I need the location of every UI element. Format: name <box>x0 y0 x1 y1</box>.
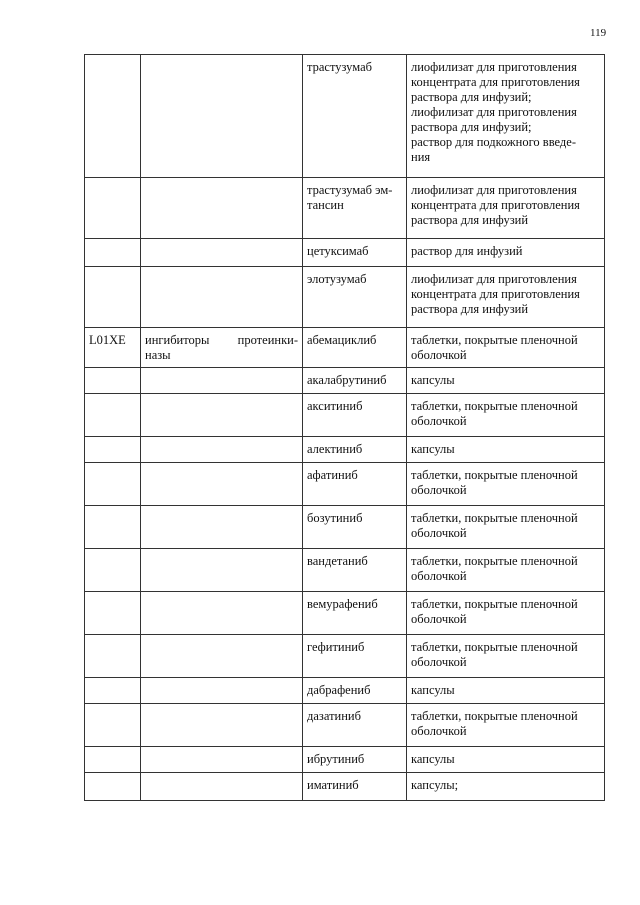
dosage-form-cell <box>407 592 605 635</box>
dosage-form-line: таблетки, покрытые пленочной <box>411 640 578 654</box>
pharmacological-group-cell <box>141 704 303 747</box>
atc-code-cell <box>85 549 141 592</box>
dosage-form-line: раствора для инфузий <box>411 302 529 316</box>
drug-name-line: абемациклиб <box>307 333 377 347</box>
table-row <box>85 239 605 267</box>
dosage-form-line: капсулы <box>411 752 455 766</box>
dosage-form-cell <box>407 178 605 239</box>
table-row <box>85 506 605 549</box>
atc-code-cell <box>85 592 141 635</box>
atc-code-cell <box>85 747 141 773</box>
drug-name-line: трастузумаб <box>307 60 373 74</box>
table-row <box>85 704 605 747</box>
table-row <box>85 267 605 328</box>
drug-name-line: трастузумаб эм- <box>307 183 393 197</box>
dosage-form-cell <box>407 368 605 394</box>
table-body <box>85 55 605 801</box>
atc-code-cell <box>85 267 141 328</box>
dosage-form-line: капсулы <box>411 683 455 697</box>
dosage-form-cell <box>407 549 605 592</box>
drug-name-cell <box>303 549 407 592</box>
table-row <box>85 437 605 463</box>
pharmacological-group-cell <box>141 506 303 549</box>
pharmacological-group-cell <box>141 267 303 328</box>
drug-name-line: алектиниб <box>307 442 363 456</box>
dosage-form-line: оболочкой <box>411 348 467 362</box>
dosage-form-cell <box>407 55 605 178</box>
dosage-form-line: раствор для подкожного введе- <box>411 135 576 149</box>
dosage-form-line: таблетки, покрытые пленочной <box>411 597 578 611</box>
pharmacological-group-cell <box>141 463 303 506</box>
table-row <box>85 549 605 592</box>
pharmacological-group-cell <box>141 747 303 773</box>
dosage-form-cell <box>407 635 605 678</box>
dosage-form-line: оболочкой <box>411 526 467 540</box>
drug-name-line: вандетаниб <box>307 554 368 568</box>
dosage-form-line: лиофилизат для приготовления <box>411 183 577 197</box>
drug-name-line: элотузумаб <box>307 272 367 286</box>
dosage-form-line: ния <box>411 150 431 164</box>
drug-name-cell <box>303 747 407 773</box>
drug-name-line: акалабрутиниб <box>307 373 387 387</box>
dosage-form-line: раствора для инфузий <box>411 213 529 227</box>
dosage-form-cell <box>407 239 605 267</box>
dosage-form-line: капсулы <box>411 373 455 387</box>
drug-name-cell <box>303 267 407 328</box>
pharmacological-group-cell <box>141 678 303 704</box>
drug-name-line: дабрафениб <box>307 683 371 697</box>
dosage-form-line: оболочкой <box>411 569 467 583</box>
drug-name-cell <box>303 55 407 178</box>
pharmacological-group-cell <box>141 178 303 239</box>
pharmacological-group-cell: ингибиторы протеинки- назы <box>141 328 303 368</box>
drug-name-cell <box>303 704 407 747</box>
pharmacological-group-cell <box>141 635 303 678</box>
dosage-form-line: таблетки, покрытые пленочной <box>411 333 578 347</box>
table-row <box>85 747 605 773</box>
atc-code-cell <box>85 394 141 437</box>
dosage-form-line: концентрата для приготовления <box>411 287 580 301</box>
dosage-form-line: лиофилизат для приготовления <box>411 105 577 119</box>
dosage-form-cell <box>407 773 605 801</box>
table-row <box>85 328 605 368</box>
dosage-form-cell <box>407 506 605 549</box>
pharmacological-group-cell <box>141 394 303 437</box>
drug-name-line: гефитиниб <box>307 640 365 654</box>
dosage-form-line: концентрата для приготовления <box>411 75 580 89</box>
drug-name-line: бозутиниб <box>307 511 363 525</box>
drug-name-cell <box>303 328 407 368</box>
drug-name-cell <box>303 506 407 549</box>
drug-name-cell <box>303 678 407 704</box>
atc-code-cell <box>85 635 141 678</box>
drug-name-cell <box>303 394 407 437</box>
dosage-form-line: раствора для инфузий; <box>411 90 532 104</box>
drug-name-line: акситиниб <box>307 399 363 413</box>
atc-code-cell <box>85 437 141 463</box>
table-row <box>85 773 605 801</box>
pharmacological-group-cell <box>141 239 303 267</box>
table-row <box>85 178 605 239</box>
dosage-form-line: таблетки, покрытые пленочной <box>411 511 578 525</box>
dosage-form-line: концентрата для приготовления <box>411 198 580 212</box>
drug-name-line: вемурафениб <box>307 597 378 611</box>
dosage-form-cell <box>407 328 605 368</box>
dosage-form-cell <box>407 437 605 463</box>
atc-code-cell <box>85 239 141 267</box>
pharmacological-group-cell <box>141 437 303 463</box>
atc-code-cell <box>85 678 141 704</box>
dosage-form-line: оболочкой <box>411 655 467 669</box>
dosage-form-line: таблетки, покрытые пленочной <box>411 399 578 413</box>
drug-name-line: ибрутиниб <box>307 752 365 766</box>
atc-code-cell <box>85 773 141 801</box>
dosage-form-line: лиофилизат для приготовления <box>411 60 577 74</box>
drug-name-line: тансин <box>307 198 344 212</box>
table-row <box>85 394 605 437</box>
pharmacological-group-cell <box>141 592 303 635</box>
drug-name-line: дазатиниб <box>307 709 361 723</box>
pharmacological-group-cell <box>141 55 303 178</box>
dosage-form-cell <box>407 394 605 437</box>
dosage-form-line: оболочкой <box>411 414 467 428</box>
drug-name-line: афатиниб <box>307 468 358 482</box>
table-row <box>85 678 605 704</box>
drug-name-cell <box>303 635 407 678</box>
dosage-form-cell <box>407 463 605 506</box>
drug-name-cell <box>303 368 407 394</box>
table-row <box>85 463 605 506</box>
dosage-form-line: лиофилизат для приготовления <box>411 272 577 286</box>
dosage-form-line: раствор для инфузий <box>411 244 523 258</box>
atc-code-cell <box>85 368 141 394</box>
drug-name-cell <box>303 239 407 267</box>
drug-name-line: иматиниб <box>307 778 359 792</box>
drug-table <box>84 54 605 801</box>
dosage-form-line: капсулы; <box>411 778 459 792</box>
drug-name-line: цетуксимаб <box>307 244 369 258</box>
drug-name-cell <box>303 773 407 801</box>
dosage-form-line: оболочкой <box>411 483 467 497</box>
drug-name-cell <box>303 592 407 635</box>
dosage-form-cell <box>407 704 605 747</box>
pharmacological-group-cell <box>141 549 303 592</box>
dosage-form-line: капсулы <box>411 442 455 456</box>
drug-name-cell <box>303 178 407 239</box>
dosage-form-line: таблетки, покрытые пленочной <box>411 709 578 723</box>
page-number: 119 <box>590 27 607 39</box>
table-row <box>85 592 605 635</box>
drug-name-cell <box>303 437 407 463</box>
dosage-form-cell <box>407 747 605 773</box>
dosage-form-line: оболочкой <box>411 612 467 626</box>
dosage-form-line: оболочкой <box>411 724 467 738</box>
dosage-form-cell <box>407 678 605 704</box>
atc-code-cell <box>85 178 141 239</box>
table-row <box>85 635 605 678</box>
atc-code-cell <box>85 55 141 178</box>
table-row <box>85 368 605 394</box>
atc-code-cell: L01XE <box>85 328 141 368</box>
pharmacological-group-cell <box>141 773 303 801</box>
pharmacological-group-cell <box>141 368 303 394</box>
dosage-form-line: таблетки, покрытые пленочной <box>411 468 578 482</box>
dosage-form-line: раствора для инфузий; <box>411 120 532 134</box>
drug-name-cell <box>303 463 407 506</box>
atc-code-cell <box>85 704 141 747</box>
atc-code-cell <box>85 506 141 549</box>
table-row <box>85 55 605 178</box>
atc-code-cell <box>85 463 141 506</box>
dosage-form-line: таблетки, покрытые пленочной <box>411 554 578 568</box>
dosage-form-cell <box>407 267 605 328</box>
